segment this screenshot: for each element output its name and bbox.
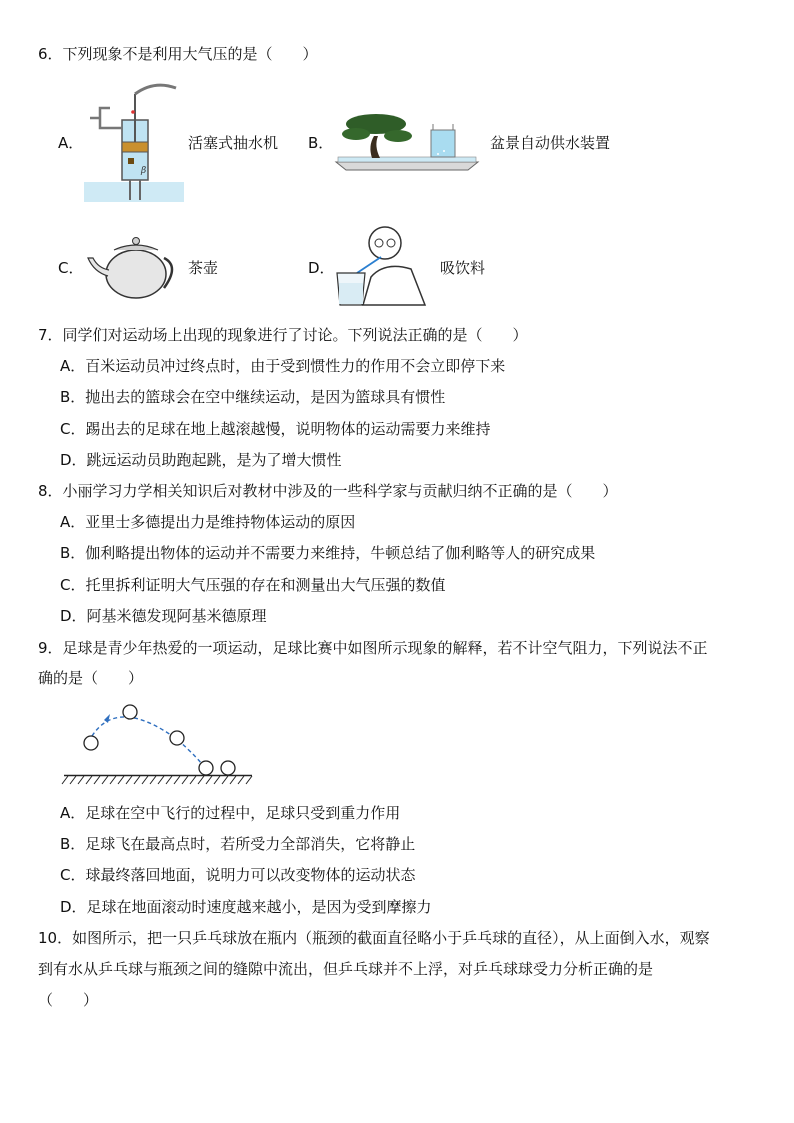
q9-option-c: C．球最终落回地面，说明力可以改变物体的运动状态: [60, 866, 416, 884]
pump-valve: [128, 158, 134, 164]
bonsai-trunk: [370, 136, 380, 158]
q7-option-b: B．抛出去的篮球会在空中继续运动，是因为篮球具有惯性: [60, 388, 446, 406]
drinking-figure: [333, 221, 429, 307]
person-head: [369, 227, 401, 259]
q6-option-a-text: 活塞式抽水机: [188, 134, 279, 152]
pump-handle: [135, 85, 176, 94]
q9-stem-line-2: 确的是（ ）: [38, 669, 144, 687]
q8-option-a: A．亚里士多德提出力是维持物体运动的原因: [60, 513, 356, 531]
q10-stem-line-1: 10．如图所示，把一只乒乓球放在瓶内（瓶颈的截面直径略小于乒乓球的直径），从上面倒入水，观察: [38, 929, 710, 947]
q10-stem-line-2: 到有水从乒乓球与瓶颈之间的缝隙中流出，但乒乓球并不上浮，对乒乓球球受力分析正确的是: [38, 960, 654, 978]
q8-option-b: B．伽利略提出物体的运动并不需要力来维持，牛顿总结了伽利略等人的研究成果: [60, 544, 596, 562]
bonsai-tray: [336, 162, 478, 170]
bonsai-foliage: [384, 130, 412, 142]
q9-option-b: B．足球飞在最高点时，若所受力全部消失，它将静止: [60, 835, 416, 853]
ball: [84, 736, 98, 750]
ball: [199, 761, 213, 775]
q7-option-d: D．跳远运动员助跑起跳，是为了增大惯性: [60, 451, 342, 469]
ground-hatch: [62, 776, 252, 784]
q7-option-c: C．踢出去的足球在地上越滚越慢，说明物体的运动需要力来维持: [60, 420, 491, 438]
trajectory-arrow-icon: [104, 714, 110, 723]
teapot-spout: [88, 258, 109, 276]
q6-stem: 6．下列现象不是利用大气压的是（ ）: [38, 45, 318, 63]
q6-option-c-text: 茶壶: [188, 259, 219, 277]
water-reservoir: [84, 182, 184, 202]
q6-option-a-letter: A．: [58, 134, 84, 152]
tray-water: [338, 157, 476, 162]
teapot-lid: [114, 245, 158, 250]
football-trajectory-figure: [60, 700, 256, 788]
q6-option-d-letter: D．: [308, 259, 335, 277]
piston-pump-figure: [84, 74, 184, 204]
q9-option-a: A．足球在空中飞行的过程中，足球只受到重力作用: [60, 804, 401, 822]
teapot-knob: [133, 238, 140, 245]
q9-option-d: D．足球在地面滚动时速度越来越小，是因为受到摩擦力: [60, 898, 432, 916]
pump-piston: [122, 142, 148, 152]
ball: [123, 705, 137, 719]
ball: [170, 731, 184, 745]
q8-option-d: D．阿基米德发现阿基米德原理: [60, 607, 267, 625]
bonsai-foliage: [342, 128, 370, 140]
teapot-body: [106, 250, 166, 298]
q10-stem-line-3: （ ）: [38, 991, 99, 1009]
q7-option-a: A．百米运动员冲过终点时，由于受到惯性力的作用不会立即停下来: [60, 357, 506, 375]
ball: [221, 761, 235, 775]
q6-option-b-letter: B．: [308, 134, 334, 152]
teapot-figure: [84, 228, 180, 304]
trajectory-path: [92, 717, 205, 768]
q6-option-c-letter: C．: [58, 259, 84, 277]
pump-marker-dot: [131, 110, 135, 114]
bonsai-water-figure: [334, 104, 480, 172]
pump-mark-label: β: [141, 166, 147, 176]
person-body: [363, 266, 425, 305]
q8-option-c: C．托里拆利证明大气压强的存在和测量出大气压强的数值: [60, 576, 446, 594]
q8-stem: 8．小丽学习力学相关知识后对教材中涉及的一些科学家与贡献归纳不正确的是（ ）: [38, 482, 618, 500]
pump-spout: [90, 108, 122, 128]
q6-option-d-text: 吸饮料: [440, 259, 486, 277]
q9-stem-line-1: 9．足球是青少年热爱的一项运动，足球比赛中如图所示现象的解释，若不计空气阻力，下列说法不正: [38, 639, 708, 657]
q7-stem: 7．同学们对运动场上出现的现象进行了讨论。下列说法正确的是（ ）: [38, 326, 528, 344]
q6-option-b-text: 盆景自动供水装置: [490, 134, 611, 152]
inverted-bottle: [431, 130, 455, 157]
